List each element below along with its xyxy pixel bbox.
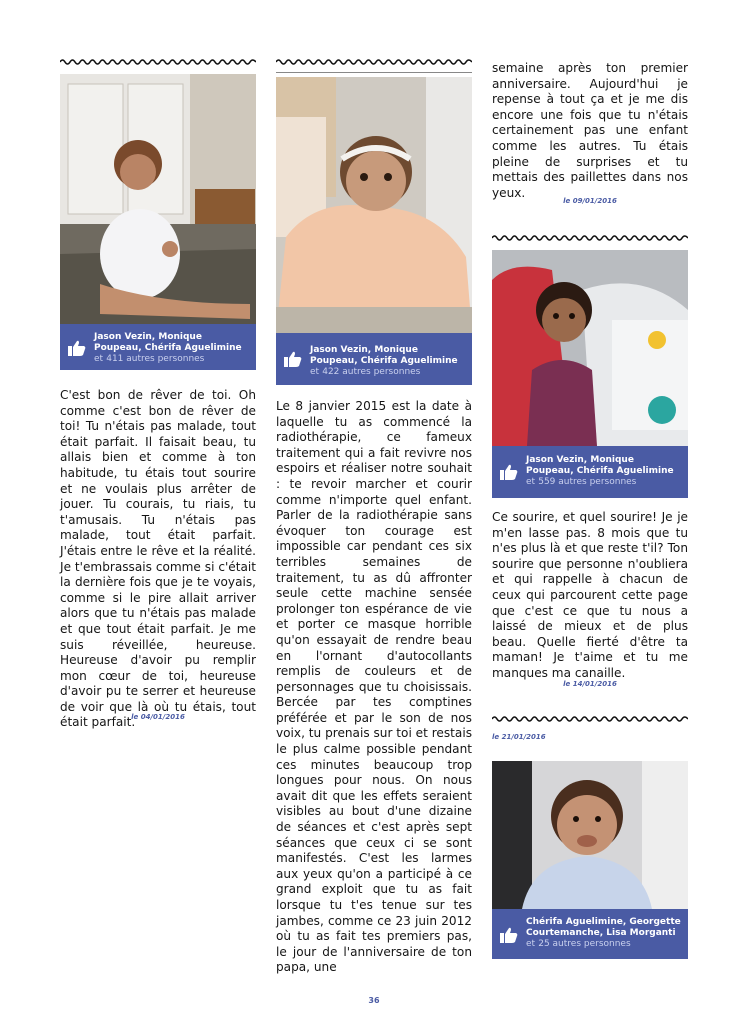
baby-high-chair-photo: [492, 250, 688, 446]
like-bar: Chérifa Aguelimine, Georgette Courtemanche, Lisa Morganti et 25 autres personnes: [492, 909, 688, 959]
thumbs-up-icon: [284, 351, 302, 367]
toddler-laughing-photo: [60, 74, 256, 324]
thin-rule: [276, 72, 472, 73]
thumbs-up-icon: [68, 340, 86, 356]
wave-divider: [492, 234, 688, 242]
post-date: le 04/01/2016: [131, 713, 185, 721]
post-date: le 09/01/2016: [563, 197, 617, 205]
thumbs-up-icon: [500, 464, 518, 480]
wave-divider: [492, 715, 688, 723]
page-number: 36: [368, 996, 380, 1005]
post-text-continued: semaine après ton premier anniversaire. Aujourd'hui je repense à tout ça et je me dis encore une fois que tu n'étais certainement pas une enfant comme les autres. Tu étais pleine de surprises et tu mettais des paillettes dans nos yeux.: [492, 61, 688, 200]
wave-divider: [60, 58, 256, 66]
toddler-smiling-photo: [492, 761, 688, 909]
like-bar: Jason Vezin, Monique Poupeau, Chérifa Aguelimine et 411 autres personnes: [60, 324, 256, 370]
post-date: le 21/01/2016: [492, 733, 546, 741]
post-date: le 14/01/2016: [563, 680, 617, 688]
like-bar: Jason Vezin, Monique Poupeau, Chérifa Aguelimine et 422 autres personnes: [276, 333, 472, 385]
like-count[interactable]: 559 autres personnes: [538, 477, 637, 487]
post-text: C'est bon de rêver de toi. Oh comme c'est bon de rêver de toi! Tu n'étais pas malade, tout était parfait. Il faisait beau, tu allais bien et comme à ton habitude, tu étais tout sourire et ne voulais plus arrêter de jouer. Tu courais, tu riais, tu t'amusais. Tu n'étais pas malade, tout était parfait. J'étais entre le rêve et la réalité. Je t'embrassais comme si c'était la dernière fois que je te voyais, comme si le pire allait arriver alors que tu n'étais pas malade et que tout était parfait. Je me suis réveillée, heureuse. Heureuse d'avoir pu remplir mon cœur de toi, heureuse d'avoir pu te serrer et heureuse de voir que là où tu étais, tout était parfait.: [60, 388, 256, 730]
post-text: Ce sourire, et quel sourire! Je je m'en lasse pas. 8 mois que tu n'es plus là et que reste t'il? Ton sourire que personne n'oubliera et qui rappelle à chacun de ceux qui parcourent cette page que c'est ce que tu nous a laissé de mieux et de plus beau. Quelle fierté d'être ta maman! Je t'aime et tu me manques ma canaille.: [492, 510, 688, 680]
like-names[interactable]: Jason Vezin, Monique Poupeau, Chérifa Aguelimine: [526, 455, 674, 476]
baby-headband-photo: [276, 77, 472, 333]
wave-divider: [276, 58, 472, 66]
like-names[interactable]: Chérifa Aguelimine, Georgette Courtemanche, Lisa Morganti: [526, 917, 681, 938]
like-names[interactable]: Jason Vezin, Monique Poupeau, Chérifa Aguelimine: [310, 345, 458, 366]
like-names[interactable]: Jason Vezin, Monique Poupeau, Chérifa Aguelimine: [94, 332, 242, 353]
like-count[interactable]: 411 autres personnes: [106, 354, 205, 364]
like-count[interactable]: 422 autres personnes: [322, 367, 421, 377]
thumbs-up-icon: [500, 927, 518, 943]
like-bar: Jason Vezin, Monique Poupeau, Chérifa Aguelimine et 559 autres personnes: [492, 446, 688, 498]
like-count[interactable]: 25 autres personnes: [538, 939, 631, 949]
post-text: Le 8 janvier 2015 est la date à laquelle tu as commencé la radiothérapie, ce fameux traitement qui a fait revivre nos espoirs et réaliser notre souhait : te revoir marcher et courir comme n'importe quel enfant. Parler de la radiothérapie sans évoquer ton courage est impossible car pendant ces six terribles semaines de traitement, tu as dû affronter seule cette machine sensée prolonger ton espérance de vie et porter ce masque horrible qu'on essayait de rendre beau en l'ornant d'autocollants remplis de couleurs et de personnages que tu choisissais. Bercée par tes comptines préférée et par le son de nos voix, tu prenais sur toi et restais le plus calme possible pendant ces minutes beaucoup trop longues pour nous. On nous avait dit que les effets seraient visibles au bout d'une dizaine de séances et c'est après sept séances que ceux ci se sont manifestés. C'est les larmes aux yeux qu'on a participé à ce grand exploit que tu as fait lorsque tu t'es tenue sur tes jambes, comme ce 23 juin 2012 où tu as fait tes premiers pas, le jour de l'anniversaire de ton papa, une: [276, 399, 472, 975]
